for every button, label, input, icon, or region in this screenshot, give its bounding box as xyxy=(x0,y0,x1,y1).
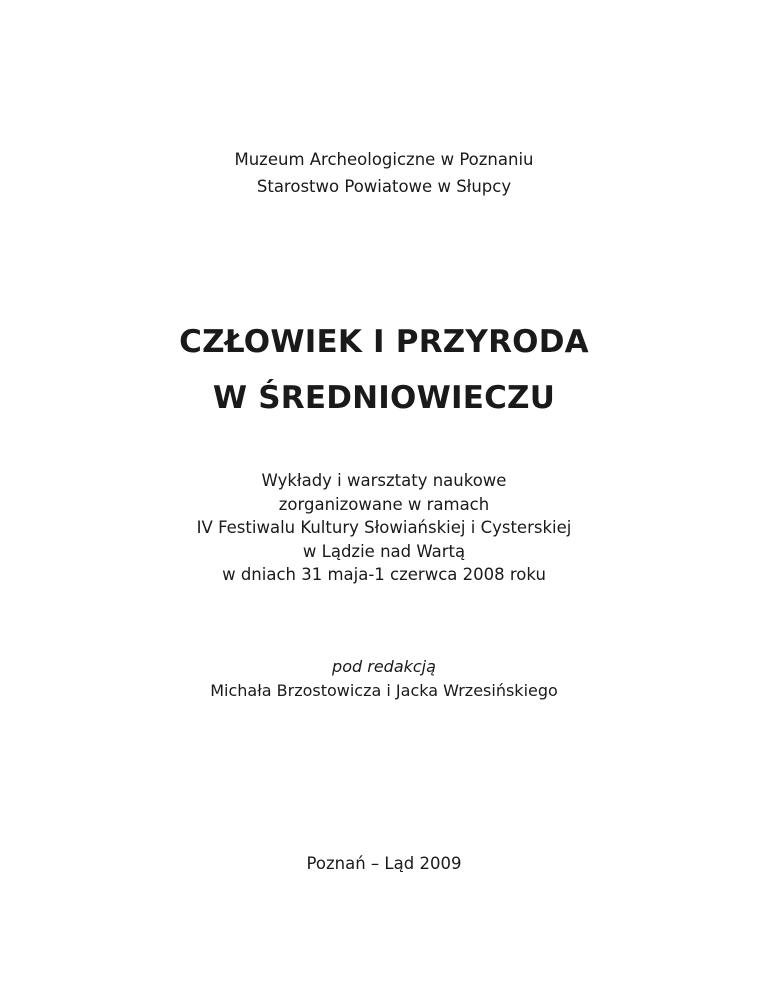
publisher-line: Muzeum Archeologiczne w Poznaniu xyxy=(234,150,534,169)
book-title xyxy=(0,314,768,426)
imprint xyxy=(0,852,768,876)
title-line: W ŚREDNIOWIECZU xyxy=(212,380,556,416)
imprint-place-year: Poznań – Ląd 2009 xyxy=(306,854,462,873)
description-line: Wykłady i warsztaty naukowe xyxy=(261,471,507,490)
title-line: CZŁOWIEK I PRZYRODA xyxy=(179,324,589,360)
editors xyxy=(0,655,768,702)
description-line: w Lądzie nad Wartą xyxy=(302,541,466,561)
description-line: zorganizowane w ramach xyxy=(278,494,490,514)
editor-names: Michała Brzostowicza i Jacka Wrzesińskiego xyxy=(210,680,558,700)
publishers xyxy=(0,146,768,200)
editor-role: pod redakcją xyxy=(332,657,436,676)
subtitle-description xyxy=(0,469,768,587)
description-line: w dniach 31 maja-1 czerwca 2008 roku xyxy=(222,565,546,584)
publisher-line: Starostwo Powiatowe w Słupcy xyxy=(256,177,512,196)
description-line: IV Festiwalu Kultury Słowiańskiej i Cysterskiej xyxy=(196,518,572,537)
